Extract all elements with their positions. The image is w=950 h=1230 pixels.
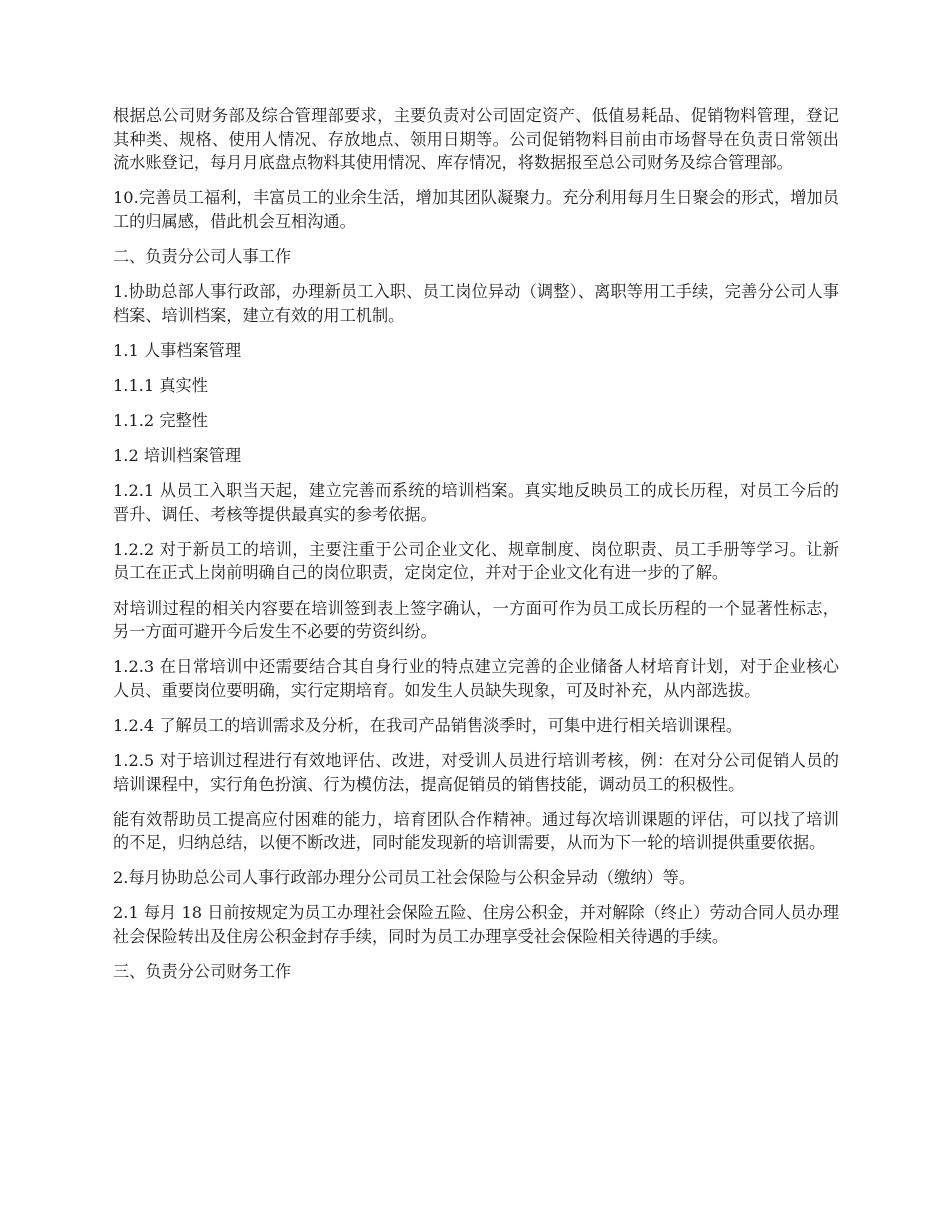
subheading-authenticity: 1.1.1 真实性 bbox=[113, 375, 208, 395]
paragraph-social-insurance-2-1: 2.1 每月 18 日前按规定为员工办理社会保险五险、住房公积金，并对解除（终止）劳动合同人员办理社会保险转出及住房公积金封存手续，同时为员工办理享受社会保险相关待遇的手续。 bbox=[113, 903, 839, 947]
paragraph-training-1-2-1: 1.2.1 从员工入职当天起，建立完善而系统的培训档案。真实地反映员工的成长历程，对员工今后的晋升、调任、考核等提供最真实的参考依据。 bbox=[113, 481, 839, 524]
paragraph-hr-procedures: 1.协助总部人事行政部，办理新员工入职、员工岗位异动（调整）、离职等用工手续，完善分公司人事档案、培训档案，建立有效的用工机制。 bbox=[113, 282, 839, 325]
paragraph-training-effect: 能有效帮助员工提高应付困难的能力，培育团队合作精神。通过每次培训课题的评估，可以找了培训的不足，归纳总结，以便不断改进，同时能发现新的培训需要，从而为下一轮的培训提供重要依据。 bbox=[113, 809, 839, 853]
paragraph-training-1-2-5: 1.2.5 对于培训过程进行有效地评估、改进，对受训人员进行培训考核，例：在对分公司促销人员的培训课程中，实行角色扮演、行为模仿法，提高促销员的销售技能，调动员工的积极性。 bbox=[113, 750, 839, 794]
section-heading-hr-work: 二、负责分公司人事工作 bbox=[113, 246, 292, 266]
paragraph-social-insurance: 2.每月协助总公司人事行政部办理分公司员工社会保险与公积金异动（缴纳）等。 bbox=[113, 868, 696, 888]
paragraph-training-1-2-3: 1.2.3 在日常培训中还需要结合其自身行业的特点建立完善的企业储备人材培育计划，对于企业核心人员、重要岗位要明确，实行定期培育。如发生人员缺失现象，可及时补充，从内部选拔。 bbox=[113, 657, 839, 700]
paragraph-asset-management: 根据总公司财务部及综合管理部要求，主要负责对公司固定资产、低值易耗品、促销物料管理，登记其种类、规格、使用人情况、存放地点、领用日期等。公司促销物料目前由市场督导在负责日常领出流水账登记，每月月底盘点物料其使用情况、库存情况，将数据报至总公司财务及综合管理部。 bbox=[113, 106, 839, 173]
section-heading-finance-work: 三、负责分公司财务工作 bbox=[113, 962, 292, 982]
subheading-personnel-files: 1.1 人事档案管理 bbox=[113, 340, 242, 360]
paragraph-training-1-2-4: 1.2.4 了解员工的培训需求及分析，在我司产品销售淡季时，可集中进行相关培训课程。 bbox=[113, 715, 743, 735]
document-body bbox=[113, 104, 839, 995]
subheading-training-files: 1.2 培训档案管理 bbox=[113, 446, 242, 466]
subheading-completeness: 1.1.2 完整性 bbox=[113, 410, 208, 430]
paragraph-training-signin: 对培训过程的相关内容要在培训签到表上签字确认，一方面可作为员工成长历程的一个显著性标志，另一方面可避开今后发生不必要的劳资纠纷。 bbox=[113, 598, 839, 642]
paragraph-employee-welfare: 10.完善员工福利，丰富员工的业余生活，增加其团队凝聚力。充分利用每月生日聚会的形式，增加员工的归属感，借此机会互相沟通。 bbox=[113, 188, 839, 231]
paragraph-training-1-2-2: 1.2.2 对于新员工的培训，主要注重于公司企业文化、规章制度、岗位职责、员工手册等学习。让新员工在正式上岗前明确自己的岗位职责，定岗定位，并对于企业文化有进一步的了解。 bbox=[113, 539, 839, 583]
